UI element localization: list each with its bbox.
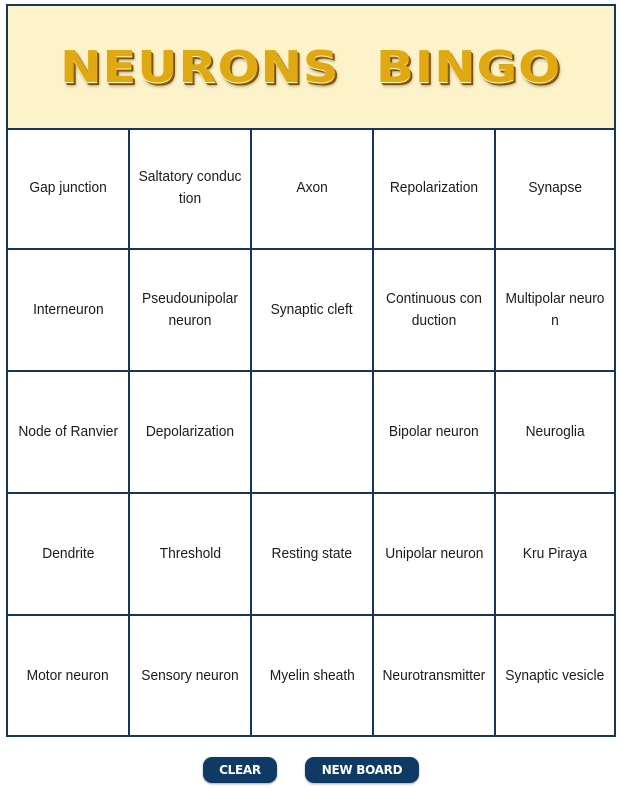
bingo-cell-label: Myelin sheath — [269, 666, 355, 684]
bingo-cell[interactable] — [130, 372, 252, 494]
bingo-cell-label: Synapse — [528, 179, 582, 196]
bingo-cell[interactable] — [496, 616, 614, 735]
bingo-cell[interactable] — [130, 616, 252, 735]
bingo-cell-label: Depolarization — [145, 423, 235, 440]
bingo-cell-label: Repolarization — [389, 179, 479, 196]
bingo-cell[interactable] — [496, 250, 614, 372]
bingo-board — [6, 4, 616, 737]
bingo-cell[interactable] — [374, 250, 496, 372]
bingo-cell[interactable] — [252, 372, 374, 494]
bingo-cell-label: Neurotransmitter — [382, 666, 486, 684]
bingo-cell-label: Motor neuron — [26, 666, 110, 684]
bingo-cell[interactable] — [496, 372, 614, 494]
bingo-cell-label: Multipolar neuron — [505, 290, 605, 329]
bingo-cell-label: Unipolar neuron — [384, 545, 484, 562]
bingo-cell[interactable] — [8, 128, 130, 250]
bingo-grid — [8, 128, 614, 735]
bingo-cell-label: Threshold — [159, 545, 221, 562]
bingo-cell[interactable] — [252, 250, 374, 372]
bingo-cell-label: Bipolar neuron — [389, 423, 479, 440]
board-title: NEURONS BINGO — [60, 41, 562, 93]
bingo-cell-label: Synaptic vesicle — [505, 666, 605, 684]
clear-button[interactable]: CLEAR — [203, 757, 277, 783]
bingo-cell-label: Kru Piraya — [522, 545, 588, 562]
bingo-cell-label: Interneuron — [32, 301, 104, 318]
bingo-cell[interactable] — [374, 616, 496, 735]
new-board-button[interactable]: NEW BOARD — [305, 757, 419, 783]
bingo-cell-label: Node of Ranvier — [18, 423, 118, 440]
bingo-cell-label: Saltatory conduction — [138, 168, 242, 207]
bingo-cell[interactable] — [252, 494, 374, 616]
bingo-cell[interactable] — [8, 250, 130, 372]
bingo-cell-label: Gap junction — [29, 179, 107, 196]
bingo-cell[interactable] — [374, 128, 496, 250]
bingo-cell[interactable] — [8, 494, 130, 616]
bingo-cell[interactable] — [252, 128, 374, 250]
control-bar — [0, 757, 622, 783]
bingo-cell-label: Neuroglia — [525, 423, 585, 440]
bingo-cell[interactable] — [374, 372, 496, 494]
bingo-cell-label: Dendrite — [41, 545, 95, 562]
bingo-cell[interactable] — [130, 128, 252, 250]
bingo-cell[interactable] — [252, 616, 374, 735]
board-header — [8, 6, 614, 130]
bingo-cell-label: Sensory neuron — [141, 666, 239, 684]
bingo-cell[interactable] — [8, 372, 130, 494]
bingo-cell[interactable] — [496, 494, 614, 616]
bingo-cell[interactable] — [8, 616, 130, 735]
bingo-cell[interactable] — [130, 494, 252, 616]
bingo-cell-label: Resting state — [271, 545, 353, 562]
bingo-cell-label: Synaptic cleft — [270, 301, 354, 318]
bingo-cell-label: Pseudounipolar neuron — [142, 290, 238, 329]
bingo-cell-label: Axon — [296, 179, 328, 196]
bingo-cell[interactable] — [496, 128, 614, 250]
bingo-cell[interactable] — [130, 250, 252, 372]
bingo-cell[interactable] — [374, 494, 496, 616]
bingo-cell-label: Continuous conduction — [386, 290, 482, 329]
